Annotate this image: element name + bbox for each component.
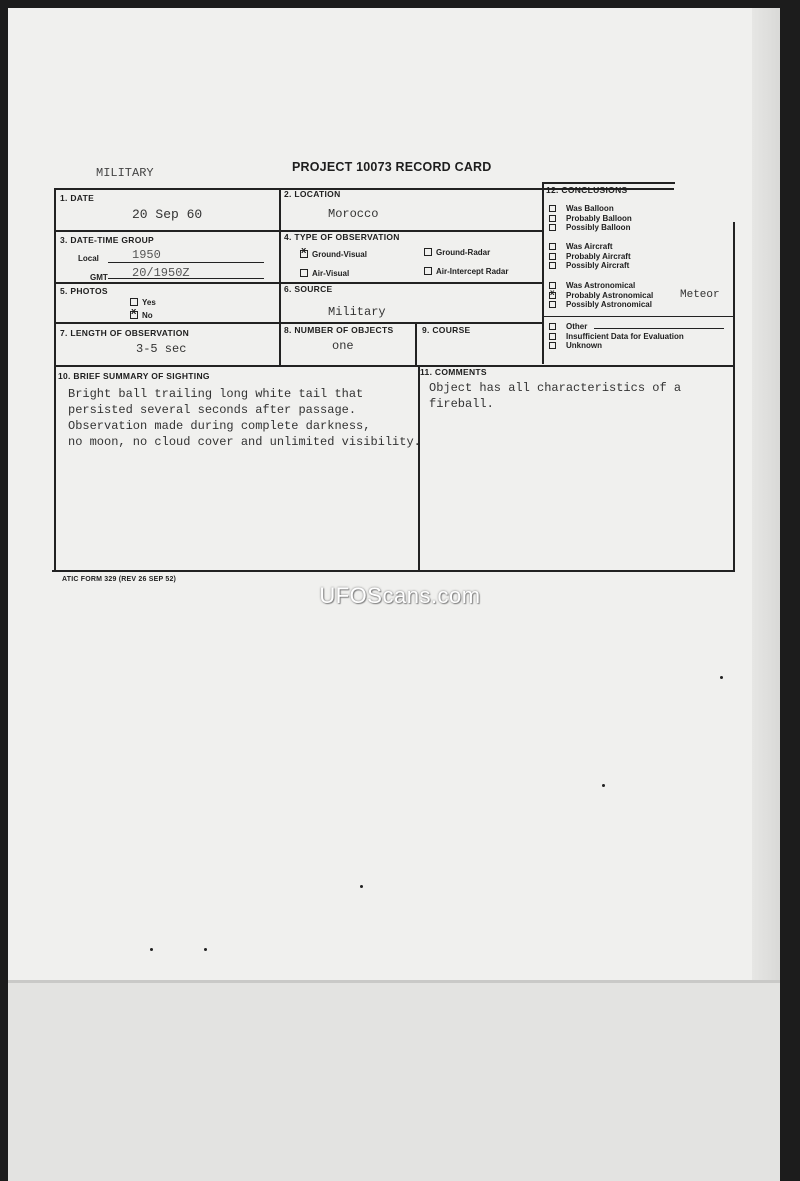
watermark: UFOScans.com <box>319 583 481 608</box>
conclusions-other-group <box>549 322 684 351</box>
checkbox <box>549 243 556 250</box>
checkbox-checked <box>300 250 308 258</box>
conclusion-text: Was Balloon <box>566 204 614 213</box>
dtg-label: 3. DATE-TIME GROUP <box>60 235 155 245</box>
lower-sheet <box>8 980 780 1181</box>
rule <box>52 570 735 572</box>
checkbox <box>130 298 138 306</box>
option-text: Ground-Radar <box>436 248 491 257</box>
option-text: Air-Intercept Radar <box>436 267 509 276</box>
conclusion-text: Was Aircraft <box>566 242 613 251</box>
option-air-visual <box>300 269 349 278</box>
comments-label: 11. COMMENTS <box>420 367 487 377</box>
rule <box>415 322 417 365</box>
checkbox <box>549 333 556 340</box>
checkbox <box>549 323 556 330</box>
speck <box>204 948 207 951</box>
checkbox <box>549 342 556 349</box>
checkbox-checked <box>549 292 556 299</box>
conclusion-text: Probably Balloon <box>566 213 632 223</box>
conclusion-text: Possibly Balloon <box>566 223 631 232</box>
conclusion-text: Possibly Astronomical <box>566 300 652 309</box>
card-title: PROJECT 10073 RECORD CARD <box>292 160 492 174</box>
option-ground-visual <box>300 250 367 259</box>
checkbox <box>549 215 556 222</box>
objects-value: one <box>332 339 354 353</box>
photos-yes <box>130 298 156 307</box>
rule <box>279 188 281 366</box>
conclusion-typed-note: Meteor <box>680 289 720 301</box>
length-value: 3-5 sec <box>136 342 187 356</box>
summary-label: 10. BRIEF SUMMARY OF SIGHTING <box>58 371 210 381</box>
option-text: Air-Visual <box>312 269 350 278</box>
photos-no <box>130 311 153 320</box>
option-text: No <box>142 311 153 320</box>
rule <box>54 188 56 571</box>
record-card-form <box>52 182 735 572</box>
checkbox-checked <box>130 311 138 319</box>
conclusion-text: Possibly Aircraft <box>566 261 630 270</box>
conclusion-text: Other <box>566 322 588 331</box>
conclusions-balloon-group <box>549 204 632 233</box>
conclusions-label: 12. CONCLUSIONS <box>546 185 628 195</box>
rule <box>733 222 735 570</box>
option-text: Yes <box>142 298 156 307</box>
rule <box>542 316 735 317</box>
option-ground-radar <box>424 248 490 257</box>
option-text: Ground-Visual <box>312 250 367 259</box>
dtg-gmt-label: GMT <box>90 273 108 282</box>
location-label: 2. LOCATION <box>284 189 341 199</box>
checkbox <box>424 248 432 256</box>
source-value: Military <box>328 305 386 319</box>
checkbox <box>549 262 556 269</box>
rule <box>54 365 735 367</box>
date-value: 20 Sep 60 <box>132 207 203 222</box>
comments-text: Object has all characteristics of a fireball. <box>429 381 682 411</box>
conclusions-astronomical-group <box>549 281 653 310</box>
course-label: 9. COURSE <box>422 325 471 335</box>
checkbox <box>424 267 432 275</box>
rule <box>54 322 542 324</box>
dtg-local-label: Local <box>78 254 99 263</box>
conclusion-text: Insufficient Data for Evaluation <box>566 331 684 341</box>
dtg-gmt-value: 20/1950Z <box>132 266 190 280</box>
checkbox <box>300 269 308 277</box>
speck <box>720 676 723 679</box>
conclusion-text: Probably Astronomical <box>566 290 654 300</box>
speck <box>150 948 153 951</box>
rule <box>542 182 544 364</box>
rule <box>542 182 675 184</box>
source-label: 6. SOURCE <box>284 284 333 294</box>
date-label: 1. DATE <box>60 193 95 203</box>
checkbox <box>549 301 556 308</box>
speck <box>360 885 363 888</box>
checkbox <box>549 253 556 260</box>
location-value: Morocco <box>328 207 379 221</box>
conclusion-text: Unknown <box>566 341 602 350</box>
form-number: ATIC FORM 329 (REV 26 SEP 52) <box>62 576 177 583</box>
summary-text: Bright ball trailing long white tail that persisted several seconds after passage. Observation made during complete darkness, no moon, no cloud cover and unlimited visibility. <box>68 387 421 449</box>
photos-label: 5. PHOTOS <box>60 286 108 296</box>
checkbox <box>549 224 556 231</box>
observation-type-label: 4. TYPE OF OBSERVATION <box>284 232 400 242</box>
objects-label: 8. NUMBER OF OBJECTS <box>284 325 394 335</box>
local-underline <box>108 262 264 263</box>
checkbox <box>549 205 556 212</box>
dtg-local-value: 1950 <box>132 248 161 262</box>
option-air-intercept-radar <box>424 267 508 276</box>
conclusion-text: Probably Aircraft <box>566 251 631 261</box>
other-underline <box>594 328 724 329</box>
conclusions-aircraft-group <box>549 242 631 271</box>
header-left-label: MILITARY <box>96 166 154 180</box>
length-label: 7. LENGTH OF OBSERVATION <box>60 328 190 338</box>
speck <box>602 784 605 787</box>
conclusion-text: Was Astronomical <box>566 281 636 290</box>
